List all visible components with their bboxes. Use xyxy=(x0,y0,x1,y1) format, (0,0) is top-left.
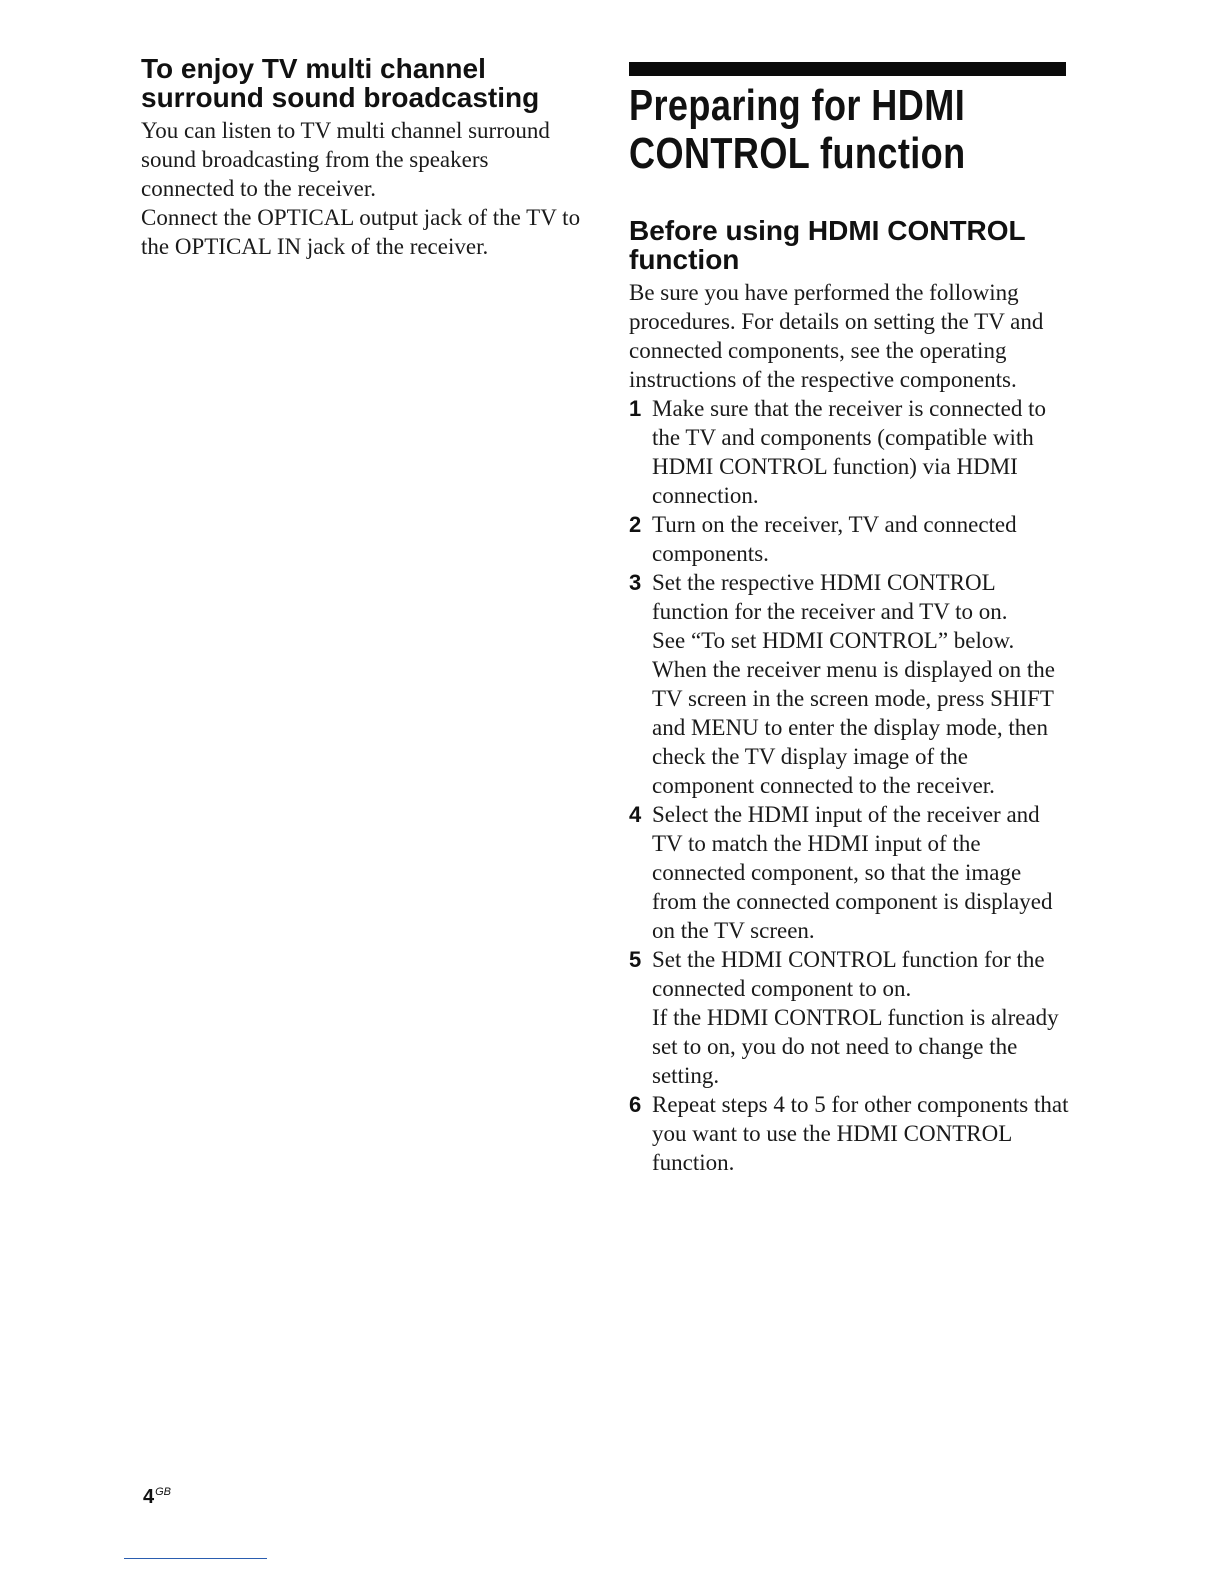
tv-surround-heading xyxy=(141,54,581,112)
step-text: Set the HDMI CONTROL function for the connected component to on. xyxy=(652,947,1045,1001)
step-text: Set the respective HDMI CONTROL function for the receiver and TV to on. xyxy=(652,570,1008,624)
page-number-value: 4 xyxy=(143,1486,155,1508)
step-1 xyxy=(629,394,1069,510)
tv-surround-heading-line1: To enjoy TV multi channel xyxy=(141,53,486,84)
step-3 xyxy=(629,568,1069,800)
step-6 xyxy=(629,1090,1069,1177)
page-title-line1: Preparing for HDMI xyxy=(629,81,966,130)
tv-surround-heading-line2: surround sound broadcasting xyxy=(141,82,540,113)
step-number: 3 xyxy=(629,570,642,595)
step-number: 2 xyxy=(629,512,642,537)
tv-surround-paragraph-1: You can listen to TV multi channel surround sound broadcasting from the speakers connected to the receiver. xyxy=(141,118,550,201)
step-text: Make sure that the receiver is connected to the TV and components (compatible with HDMI CONTROL function) via HDMI connection. xyxy=(652,396,1047,508)
step-note: If the HDMI CONTROL function is already set to on, you do not need to change the setting. xyxy=(652,1005,1059,1088)
step-number: 1 xyxy=(629,396,642,421)
step-text: Select the HDMI input of the receiver and TV to match the HDMI input of the connected component, so that the image from the connected component is displayed on the TV screen. xyxy=(652,802,1053,943)
step-4 xyxy=(629,800,1069,945)
section-title-rule xyxy=(629,62,1066,76)
step-note: See “To set HDMI CONTROL” below. xyxy=(652,628,1015,653)
step-text: Turn on the receiver, TV and connected components. xyxy=(652,512,1017,566)
step-text: Repeat steps 4 to 5 for other components that you want to use the HDMI CONTROL function. xyxy=(652,1092,1069,1175)
step-2 xyxy=(629,510,1069,568)
step-number: 4 xyxy=(629,802,642,827)
page-number xyxy=(143,1486,171,1509)
page-title xyxy=(629,82,1072,178)
before-using-heading: Before using HDMI CONTROL function xyxy=(629,215,1026,275)
left-column xyxy=(141,54,581,261)
step-number: 5 xyxy=(629,947,642,972)
intro-paragraph: Be sure you have performed the following procedures. For details on setting the TV and connected components, see the operating instructions of the respective components. xyxy=(629,280,1044,392)
procedure-steps xyxy=(629,394,1069,1177)
step-number: 6 xyxy=(629,1092,642,1117)
page-number-suffix: GB xyxy=(155,1486,172,1499)
footer-rule xyxy=(124,1558,267,1559)
step-note: When the receiver menu is displayed on the TV screen in the screen mode, press SHIFT and MENU to enter the display mode, then check the TV display image of the component connected to the receiver. xyxy=(652,657,1055,798)
page-title-line2: CONTROL function xyxy=(629,129,966,178)
right-column xyxy=(629,62,1069,1177)
step-5 xyxy=(629,945,1069,1090)
tv-surround-paragraph-2: Connect the OPTICAL output jack of the TV to the OPTICAL IN jack of the receiver. xyxy=(141,205,581,259)
